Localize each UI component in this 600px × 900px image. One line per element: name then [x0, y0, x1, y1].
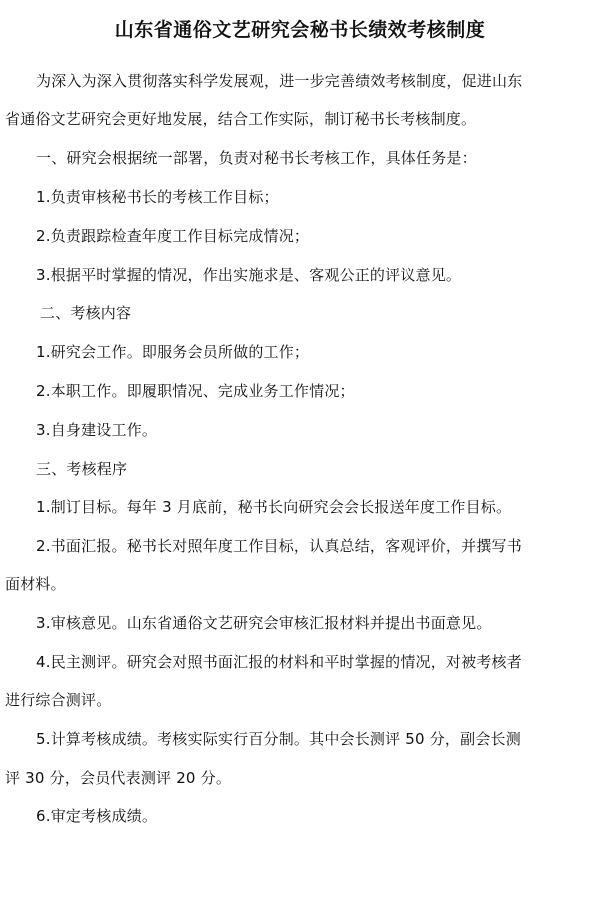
list-item: 1.制订目标。每年 3 月底前，秘书长向研究会会长报送年度工作目标。: [36, 498, 512, 516]
paragraph-line: 为深入为深入贯彻落实科学发展观，进一步完善绩效考核制度，促进山东: [36, 72, 523, 90]
document-title: 山东省通俗文艺研究会秘书长绩效考核制度: [114, 19, 486, 41]
section-heading: 一、研究会根据统一部署，负责对秘书长考核工作，具体任务是：: [36, 149, 477, 167]
list-item: 3.根据平时掌握的情况，作出实施求是、客观公正的评议意见。: [36, 266, 462, 284]
section-heading: 三、考核程序: [36, 460, 128, 478]
list-item: 6.审定考核成绩。: [36, 807, 158, 825]
list-item: 1.研究会工作。即服务会员所做的工作；: [36, 343, 310, 361]
section-heading: 二、考核内容: [40, 304, 132, 322]
list-item: 4.民主测评。研究会对照书面汇报的材料和平时掌握的情况，对被考核者: [36, 653, 522, 671]
list-item: 5.计算考核成绩。考核实际实行百分制。其中会长测评 50 分，副会长测: [36, 730, 521, 748]
list-item: 2.书面汇报。秘书长对照年度工作目标，认真总结，客观评价，并撰写书: [36, 537, 522, 555]
list-item-continuation: 进行综合测评。: [5, 691, 112, 709]
list-item-continuation: 面材料。: [5, 575, 66, 593]
list-item-continuation: 评 30 分，会员代表测评 20 分。: [5, 769, 232, 787]
list-item: 2.本职工作。即履职情况、完成业务工作情况；: [36, 382, 355, 400]
paragraph-line: 省通俗文艺研究会更好地发展，结合工作实际，制订秘书长考核制度。: [5, 110, 477, 128]
list-item: 3.自身建设工作。: [36, 421, 158, 439]
list-item: 3.审核意见。山东省通俗文艺研究会审核汇报材料并提出书面意见。: [36, 614, 492, 632]
list-item: 1.负责审核秘书长的考核工作目标；: [36, 188, 279, 206]
list-item: 2.负责跟踪检查年度工作目标完成情况；: [36, 227, 310, 245]
